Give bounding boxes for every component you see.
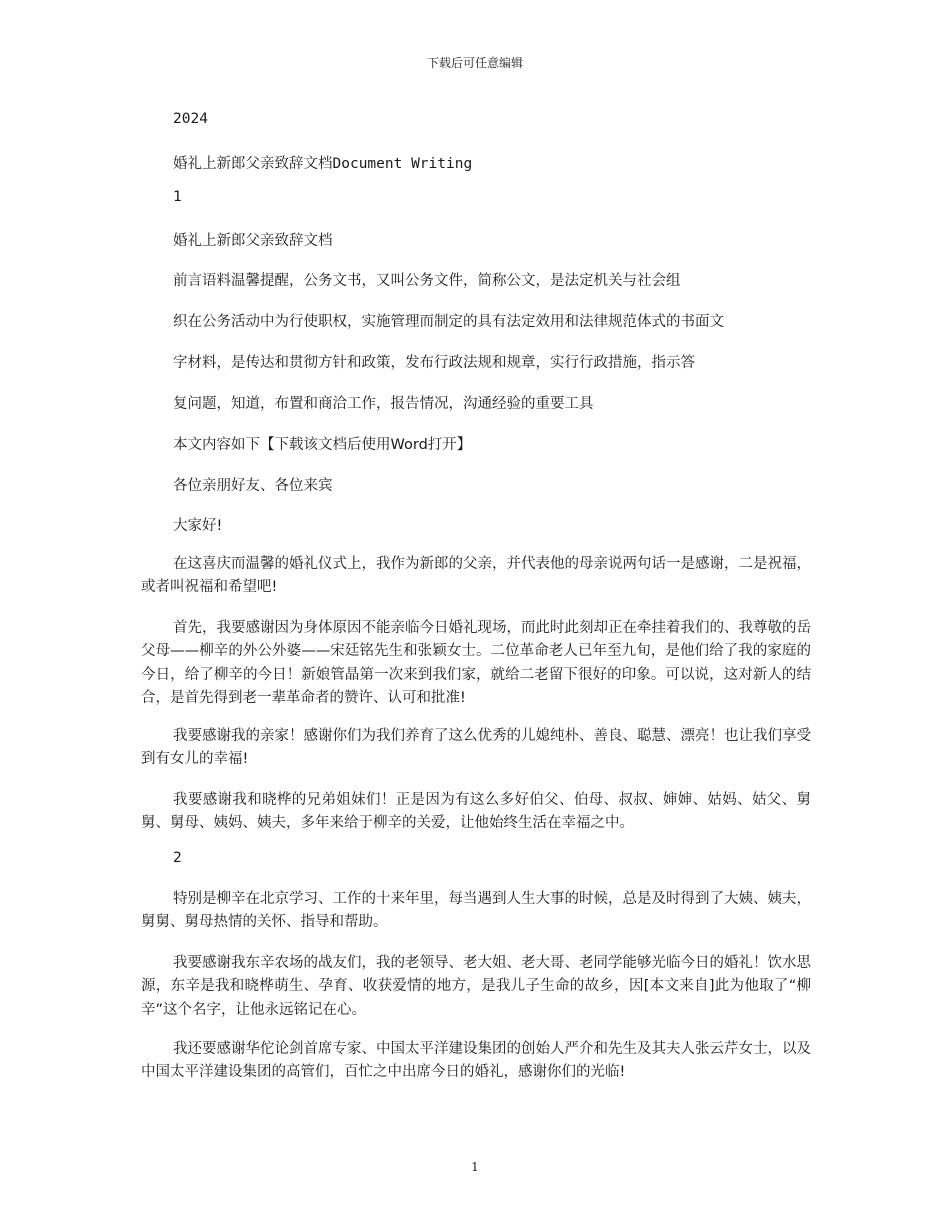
preface-line-1: 前言语料温馨提醒，公务文书，又叫公务文件，简称公文，是法定机关与社会组: [173, 273, 681, 289]
paragraph-2: 首先，我要感谢因为身体原因不能亲临今日婚礼现场，而此时此刻却正在牵挂着我们的、我尊敬的岳父母——柳辛的外公外婆——宋廷铭先生和张颖女士。二位革命老人已年至九旬，是他们给了我的家庭的今日，给了柳辛的今日！新娘管晶第一次来到我们家，就给二老留下很好的印象。可以说，这对新人的结合，是首先得到老一辈革命者的赞许、认可和批准!: [141, 620, 811, 706]
greeting-line-2: 大家好!: [173, 518, 223, 534]
page-header: 下载后可任意编辑: [426, 56, 523, 70]
preface-line-4: 复问题，知道，布置和商洽工作，报告情况，沟通经验的重要工具: [173, 396, 594, 412]
title-repeat: 婚礼上新郎父亲致辞文档: [173, 233, 333, 249]
paragraph-5: 特别是柳辛在北京学习、工作的十来年里，每当遇到人生大事的时候，总是及时得到了大姨、姨夫，舅舅、舅母热情的关怀、指导和帮助。: [141, 891, 811, 931]
doc-title-zh: 婚礼上新郎父亲致辞文档: [173, 156, 333, 172]
paragraph-6: 我要感谢我东辛农场的战友们，我的老领导、老大姐、老大哥、老同学能够光临今日的婚礼！饮水思源，东辛是我和晓桦萌生、孕育、收获爱情的地方，是我儿子生命的故乡，因[本文来自]此为他取了“柳辛”这个名字，让他永远铭记在心。: [141, 955, 811, 1018]
greeting-line-1: 各位亲朋好友、各位来宾: [173, 478, 333, 494]
paragraph-3: 我要感谢我的亲家！感谢你们为我们养育了这么优秀的儿媳纯朴、善良、聪慧、漂亮！也让我们享受到有女儿的幸福!: [141, 728, 811, 768]
paragraph-1: 在这喜庆而温馨的婚礼仪式上，我作为新郎的父亲，并代表他的母亲说两句话一是感谢，二是祝福，或者叫祝福和希望吧!: [141, 556, 811, 596]
page-marker-2: 2: [173, 850, 182, 866]
page-number: 1: [471, 1160, 479, 1174]
preface-line-2: 织在公务活动中为行使职权，实施管理而制定的具有法定效用和法律规范体式的书面文: [173, 314, 724, 330]
preface-line-3: 字材料，是传达和贯彻方针和政策，发布行政法规和规章，实行行政措施，指示答: [173, 355, 695, 371]
page-marker-1: 1: [173, 189, 182, 205]
paragraph-7: 我还要感谢华佗论剑首席专家、中国太平洋建设集团的创始人严介和先生及其夫人张云芹女士，以及中国太平洋建设集团的高管们，百忙之中出席今日的婚礼，感谢你们的光临!: [141, 1041, 811, 1081]
paragraph-4: 我要感谢我和晓桦的兄弟姐妹们！正是因为有这么多好伯父、伯母、叔叔、婶婶、姑妈、姑父、舅舅、舅母、姨妈、姨夫，多年来给于柳辛的关爱，让他始终生活在幸福之中。: [141, 792, 811, 832]
content-note: 本文内容如下【下载该文档后使用Word打开】: [173, 437, 472, 453]
doc-title-line: [173, 152, 472, 173]
year-line: 2024: [173, 111, 208, 127]
doc-title-en: Document Writing: [332, 156, 473, 172]
